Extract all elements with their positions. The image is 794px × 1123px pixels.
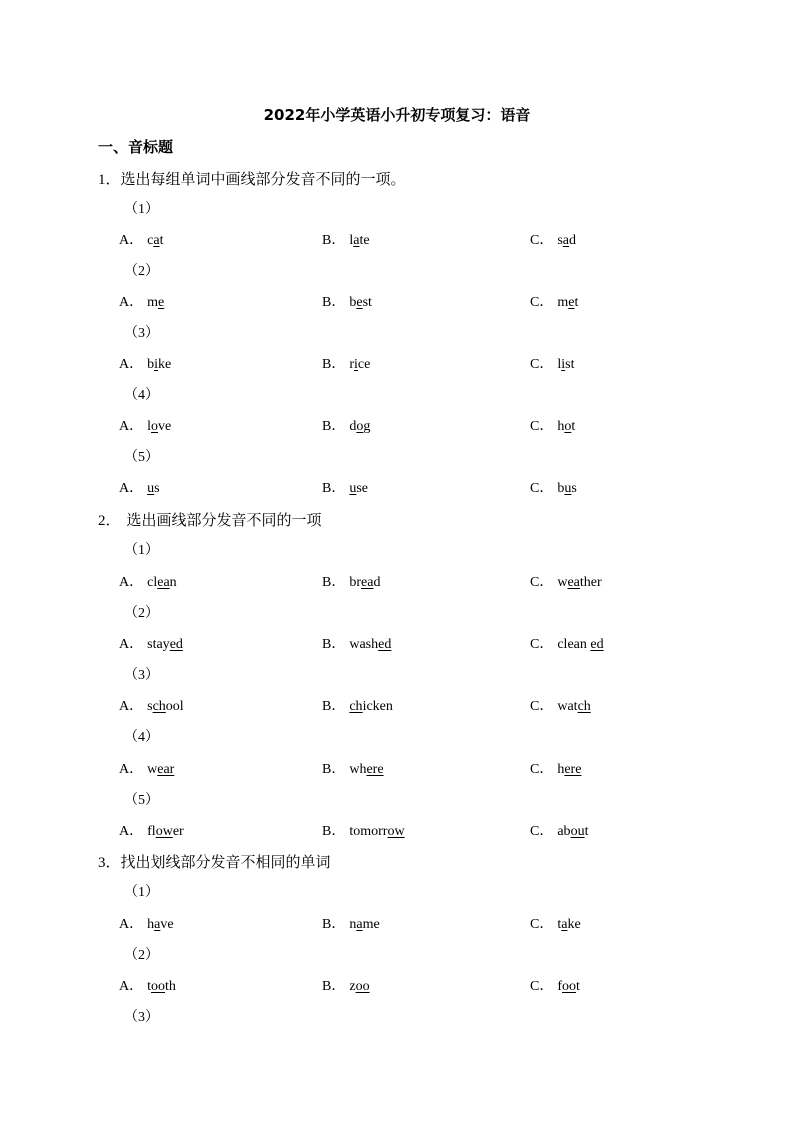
option-word: bike: [147, 357, 172, 372]
question-number: 3．: [98, 855, 121, 871]
option-word: chicken: [349, 699, 393, 714]
underlined-part: a: [356, 917, 363, 932]
option-word: where: [349, 762, 384, 777]
item-label: （4）: [124, 388, 159, 403]
option-letter: C．: [530, 481, 554, 496]
option-b[interactable]: [322, 635, 391, 655]
item-label: （3）: [124, 1010, 159, 1025]
question-number: 1．: [98, 172, 121, 188]
option-b[interactable]: [322, 479, 368, 499]
option-letter: B．: [322, 637, 346, 652]
option-word: foot: [557, 979, 580, 994]
option-word: cat: [147, 233, 164, 248]
option-a[interactable]: [119, 417, 171, 437]
underlined-part: a: [562, 233, 570, 248]
option-word: here: [557, 762, 582, 777]
option-word: bus: [557, 481, 577, 496]
underlined-part: ed: [590, 637, 604, 652]
underlined-part: ch: [577, 699, 591, 714]
underlined-part: u: [147, 481, 155, 496]
option-word: about: [557, 824, 589, 839]
option-word: best: [349, 295, 372, 310]
option-letter: B．: [322, 824, 346, 839]
option-word: watch: [557, 699, 591, 714]
option-letter: A．: [119, 419, 144, 434]
underlined-part: ear: [157, 762, 175, 777]
item-label: （1）: [124, 543, 159, 558]
underlined-part: oo: [562, 979, 577, 994]
option-c[interactable]: [530, 231, 576, 251]
option-b[interactable]: [322, 573, 380, 593]
option-word: met: [557, 295, 579, 310]
option-b[interactable]: [322, 231, 370, 251]
underlined-part: a: [153, 233, 160, 248]
question-1-title: [98, 169, 406, 190]
option-letter: B．: [322, 419, 346, 434]
option-word: sad: [557, 233, 577, 248]
option-letter: B．: [322, 917, 346, 932]
underlined-part: i: [154, 357, 159, 372]
underlined-part: ea: [361, 575, 374, 590]
item-label: （2）: [124, 606, 159, 621]
question-number: 2．: [98, 513, 121, 529]
option-letter: C．: [530, 357, 554, 372]
underlined-part: ed: [378, 637, 392, 652]
option-letter: C．: [530, 917, 554, 932]
option-letter: C．: [530, 419, 554, 434]
option-letter: C．: [530, 979, 554, 994]
underlined-part: a: [561, 917, 568, 932]
option-letter: A．: [119, 824, 144, 839]
underlined-part: i: [561, 357, 566, 372]
underlined-part: a: [353, 233, 360, 248]
underlined-part: ere: [366, 762, 384, 777]
option-word: list: [557, 357, 575, 372]
underlined-part: o: [356, 419, 364, 434]
option-word: school: [147, 699, 184, 714]
option-word: stayed: [147, 637, 183, 652]
underlined-part: o: [151, 419, 159, 434]
option-letter: B．: [322, 357, 346, 372]
underlined-part: ed: [169, 637, 183, 652]
option-word: take: [557, 917, 581, 932]
option-word: us: [147, 481, 160, 496]
option-a[interactable]: [119, 822, 184, 842]
underlined-part: oo: [355, 979, 370, 994]
option-word: hot: [557, 419, 576, 434]
item-label: （3）: [124, 668, 159, 683]
option-c[interactable]: [530, 479, 577, 499]
option-a[interactable]: [119, 479, 160, 499]
option-letter: C．: [530, 295, 554, 310]
option-a[interactable]: [119, 697, 184, 717]
option-letter: A．: [119, 762, 144, 777]
underlined-part: ow: [387, 824, 405, 839]
underlined-part: e: [568, 295, 575, 310]
underlined-part: ere: [564, 762, 582, 777]
item-label: （5）: [124, 793, 159, 808]
option-word: use: [349, 481, 369, 496]
option-word: zoo: [349, 979, 370, 994]
option-letter: C．: [530, 762, 554, 777]
option-c[interactable]: [530, 293, 578, 313]
item-label: （2）: [124, 948, 159, 963]
option-word: me: [147, 295, 165, 310]
underlined-part: ea: [567, 575, 580, 590]
option-word: weather: [557, 575, 602, 590]
option-word: bread: [349, 575, 381, 590]
item-label: （3）: [124, 326, 159, 341]
option-letter: A．: [119, 637, 144, 652]
option-letter: A．: [119, 295, 144, 310]
option-c[interactable]: [530, 417, 575, 437]
option-b[interactable]: [322, 977, 370, 997]
underlined-part: ow: [155, 824, 173, 839]
option-word: clean: [147, 575, 177, 590]
option-word: late: [349, 233, 370, 248]
option-letter: A．: [119, 233, 144, 248]
option-a[interactable]: [119, 293, 164, 313]
option-letter: A．: [119, 357, 144, 372]
item-label: （2）: [124, 264, 159, 279]
option-letter: C．: [530, 699, 554, 714]
question-3-title: [98, 852, 331, 873]
item-label: （1）: [124, 885, 159, 900]
option-word: rice: [349, 357, 371, 372]
section-heading: 一、音标题: [98, 138, 174, 156]
option-a[interactable]: [119, 977, 176, 997]
option-letter: C．: [530, 637, 554, 652]
option-b[interactable]: [322, 822, 405, 842]
option-c[interactable]: [530, 977, 580, 997]
option-word: clean ed: [557, 637, 604, 652]
option-a[interactable]: [119, 355, 171, 375]
option-word: dog: [349, 419, 371, 434]
option-b[interactable]: [322, 293, 372, 313]
option-a[interactable]: [119, 635, 183, 655]
option-word: washed: [349, 637, 392, 652]
option-letter: A．: [119, 699, 144, 714]
option-word: flower: [147, 824, 184, 839]
underlined-part: u: [564, 481, 572, 496]
option-letter: B．: [322, 295, 346, 310]
underlined-part: ch: [152, 699, 166, 714]
option-word: have: [147, 917, 174, 932]
underlined-part: ou: [570, 824, 585, 839]
option-c[interactable]: [530, 697, 591, 717]
option-letter: A．: [119, 481, 144, 496]
underlined-part: u: [349, 481, 357, 496]
option-a[interactable]: [119, 573, 177, 593]
question-text: 找出划线部分发音不相同的单词: [120, 853, 331, 871]
option-word: tomorrow: [349, 824, 405, 839]
option-a[interactable]: [119, 760, 174, 780]
underlined-part: ch: [349, 699, 363, 714]
option-a[interactable]: [119, 915, 174, 935]
item-label: （1）: [124, 202, 159, 217]
underlined-part: oo: [151, 979, 166, 994]
option-c[interactable]: [530, 635, 604, 655]
option-b[interactable]: [322, 760, 384, 780]
item-label: （5）: [124, 450, 159, 465]
underlined-part: i: [354, 357, 358, 372]
underlined-part: a: [154, 917, 161, 932]
page-title: 2022年小学英语小升初专项复习：语音: [263, 106, 531, 124]
question-text: 选出每组单词中画线部分发音不同的一项。: [120, 170, 406, 188]
option-letter: C．: [530, 824, 554, 839]
underlined-part: ea: [157, 575, 170, 590]
underlined-part: o: [564, 419, 572, 434]
underlined-part: e: [158, 295, 165, 310]
option-c[interactable]: [530, 915, 581, 935]
option-letter: B．: [322, 762, 346, 777]
item-label: （4）: [124, 730, 159, 745]
question-text: 选出画线部分发音不同的一项: [126, 511, 322, 529]
option-letter: B．: [322, 699, 346, 714]
option-c[interactable]: [530, 760, 581, 780]
question-2-title: [98, 510, 322, 531]
option-letter: B．: [322, 979, 346, 994]
option-letter: C．: [530, 575, 554, 590]
option-letter: B．: [322, 575, 346, 590]
option-letter: A．: [119, 575, 144, 590]
option-b[interactable]: [322, 417, 370, 437]
option-c[interactable]: [530, 822, 588, 842]
option-b[interactable]: [322, 697, 393, 717]
option-letter: C．: [530, 233, 554, 248]
option-word: wear: [147, 762, 175, 777]
option-letter: A．: [119, 917, 144, 932]
option-b[interactable]: [322, 355, 370, 375]
underlined-part: e: [356, 295, 363, 310]
option-letter: B．: [322, 233, 346, 248]
option-c[interactable]: [530, 355, 574, 375]
option-b[interactable]: [322, 915, 380, 935]
option-word: love: [147, 419, 172, 434]
option-letter: A．: [119, 979, 144, 994]
option-a[interactable]: [119, 231, 163, 251]
option-word: name: [349, 917, 380, 932]
option-c[interactable]: [530, 573, 602, 593]
option-letter: B．: [322, 481, 346, 496]
option-word: tooth: [147, 979, 176, 994]
